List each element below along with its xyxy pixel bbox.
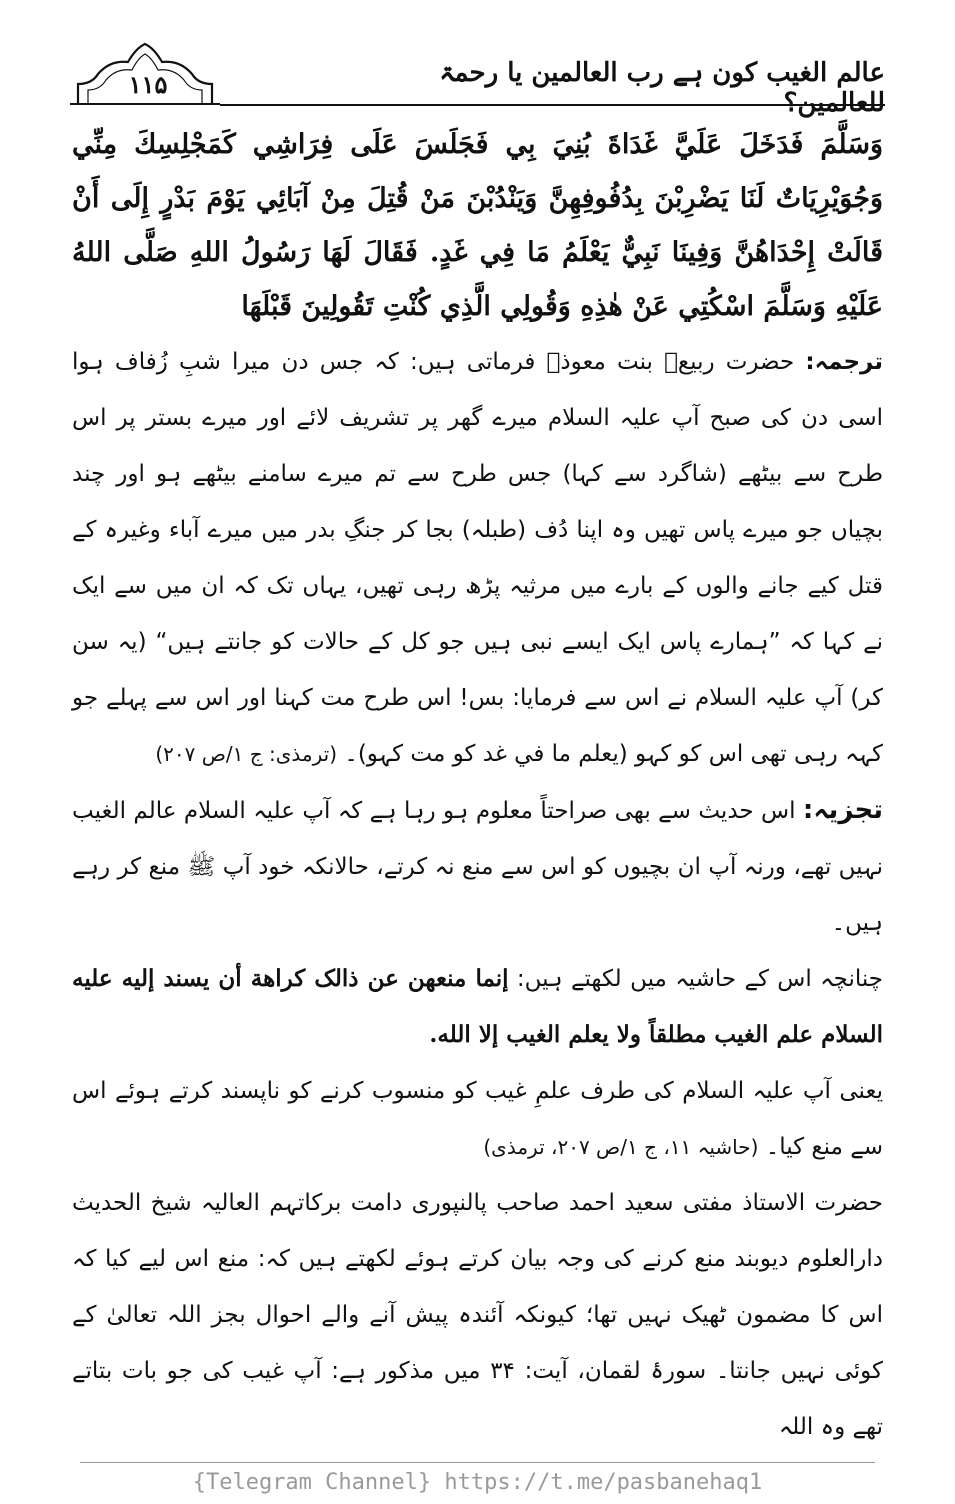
- footer-rule: [80, 1462, 875, 1463]
- page-header: [70, 40, 885, 118]
- analysis-paragraph: [72, 782, 883, 951]
- footnote-arabic-text: إنما منعهن عن ذالک كراهة أن يسند إليه عليه السلام علم الغيب مطلقاً ولا يعلم الغيب إلا الله.: [72, 965, 883, 1048]
- analysis-label: تجزیہ:: [802, 795, 883, 825]
- page-number: ۱۱۵: [128, 70, 168, 99]
- footnote-intro: چنانچہ اس کے حاشیہ میں لکھتے ہیں:: [516, 966, 884, 992]
- translation-text: حضرت ربیعؓ بنت معوذؓ فرماتی ہیں: کہ جس دن میرا شبِ زُفاف ہوا اسی دن کی صبح آپ علیہ السلام میرے گھر پر تشریف لائے اور میرے بستر پر اس طرح سے بیٹھے (شاگرد سے کہا) جس طرح سے تم میرے سامنے بیٹھے ہو اور چند بچیاں جو میرے پاس تھیں وہ اپنا دُف (طبلہ) بجا کر جنگِ بدر میں میرے آباء وغیرہ کے قتل کیے جانے والوں کے بارے میں مرثیہ پڑھ رہی تھیں، یہاں تک کہ ان میں سے ایک نے کہا کہ ”ہمارے پاس ایک ایسے نبی ہیں جو کل کے حالات کو جانتے ہیں“ (یہ سن کر) آپ علیہ السلام نے اس سے فرمایا: بس! اس طرح مت کہنا اور اس سے پہلے جو کہہ رہی تھی اس کو کہو (يعلم ما في غد کو مت کہو)۔: [72, 349, 883, 767]
- translation-label: ترجمہ:: [805, 349, 884, 375]
- footnote-paragraph: [72, 951, 883, 1063]
- translation-paragraph: [72, 334, 883, 782]
- header-rule: [220, 104, 885, 106]
- page-body: [72, 118, 883, 1455]
- translation-reference: (ترمذی: ج ۱/ص ۲۰۷): [155, 742, 338, 766]
- analysis-text: اس حدیث سے بھی صراحتاً معلوم ہو رہا ہے کہ آپ علیہ السلام عالم الغیب نہیں تھے، ورنہ آپ ان بچیوں کو اس سے منع نہ کرتے، حالانکہ خود آپ ﷺ منع کر رہے ہیں۔: [72, 798, 883, 936]
- footnote-translation-paragraph: [72, 1063, 883, 1175]
- footnote-reference: (حاشیہ ۱۱، ج ۱/ص ۲۰۷، ترمذی): [483, 1135, 759, 1159]
- footnote-translation-text: یعنی آپ علیہ السلام کی طرف علمِ غیب کو منسوب کرنے کو ناپسند کرتے ہوئے اس سے منع کیا۔: [72, 1078, 883, 1160]
- telegram-channel-watermark: {Telegram Channel} https://t.me/pasbanehaq1: [192, 1470, 763, 1495]
- running-head-title: عالم الغیب کون ہے رب العالمین یا رحمۃ للعالمین؟: [439, 58, 885, 118]
- closing-paragraph: حضرت الاستاذ مفتی سعید احمد صاحب پالنپوری دامت برکاتہم العالیہ شیخ الحدیث دارالعلوم دیوبند منع کرنے کی وجہ بیان کرتے ہوئے لکھتے ہیں کہ: منع اس لیے کیا کہ اس کا مضمون ٹھیک نہیں تھا؛ کیونکہ آئندہ پیش آنے والے احوال بجز اللہ تعالیٰ کے کوئی نہیں جانتا۔ سورۂ لقمان، آیت: ۳۴ میں مذکور ہے: آپ غیب کی جو بات بتاتے تھے وہ اللہ: [72, 1190, 883, 1440]
- hadith-arabic-text: وَسَلَّمَ فَدَخَلَ عَلَيَّ غَدَاةَ بُنِيَ بِي فَجَلَسَ عَلَى فِرَاشِي كَمَجْلِسِكَ مِنِّي وَجُوَيْرِيَاتٌ لَنَا يَضْرِبْنَ بِدُفُوفِهِنَّ وَيَنْدُبْنَ مَنْ قُتِلَ مِنْ آبَائِي يَوْمَ بَدْرٍ إِلَى أَنْ قَالَتْ إِحْدَاهُنَّ وَفِينَا نَبِيٌّ يَعْلَمُ مَا فِي غَدٍ. فَقَالَ لَهَا رَسُولُ اللهِ صَلَّى اللهُ عَلَيْهِ وَسَلَّمَ اسْكُتِي عَنْ هٰذِهِ وَقُولِي الَّذِي كُنْتِ تَقُولِينَ قَبْلَهَا: [72, 129, 883, 322]
